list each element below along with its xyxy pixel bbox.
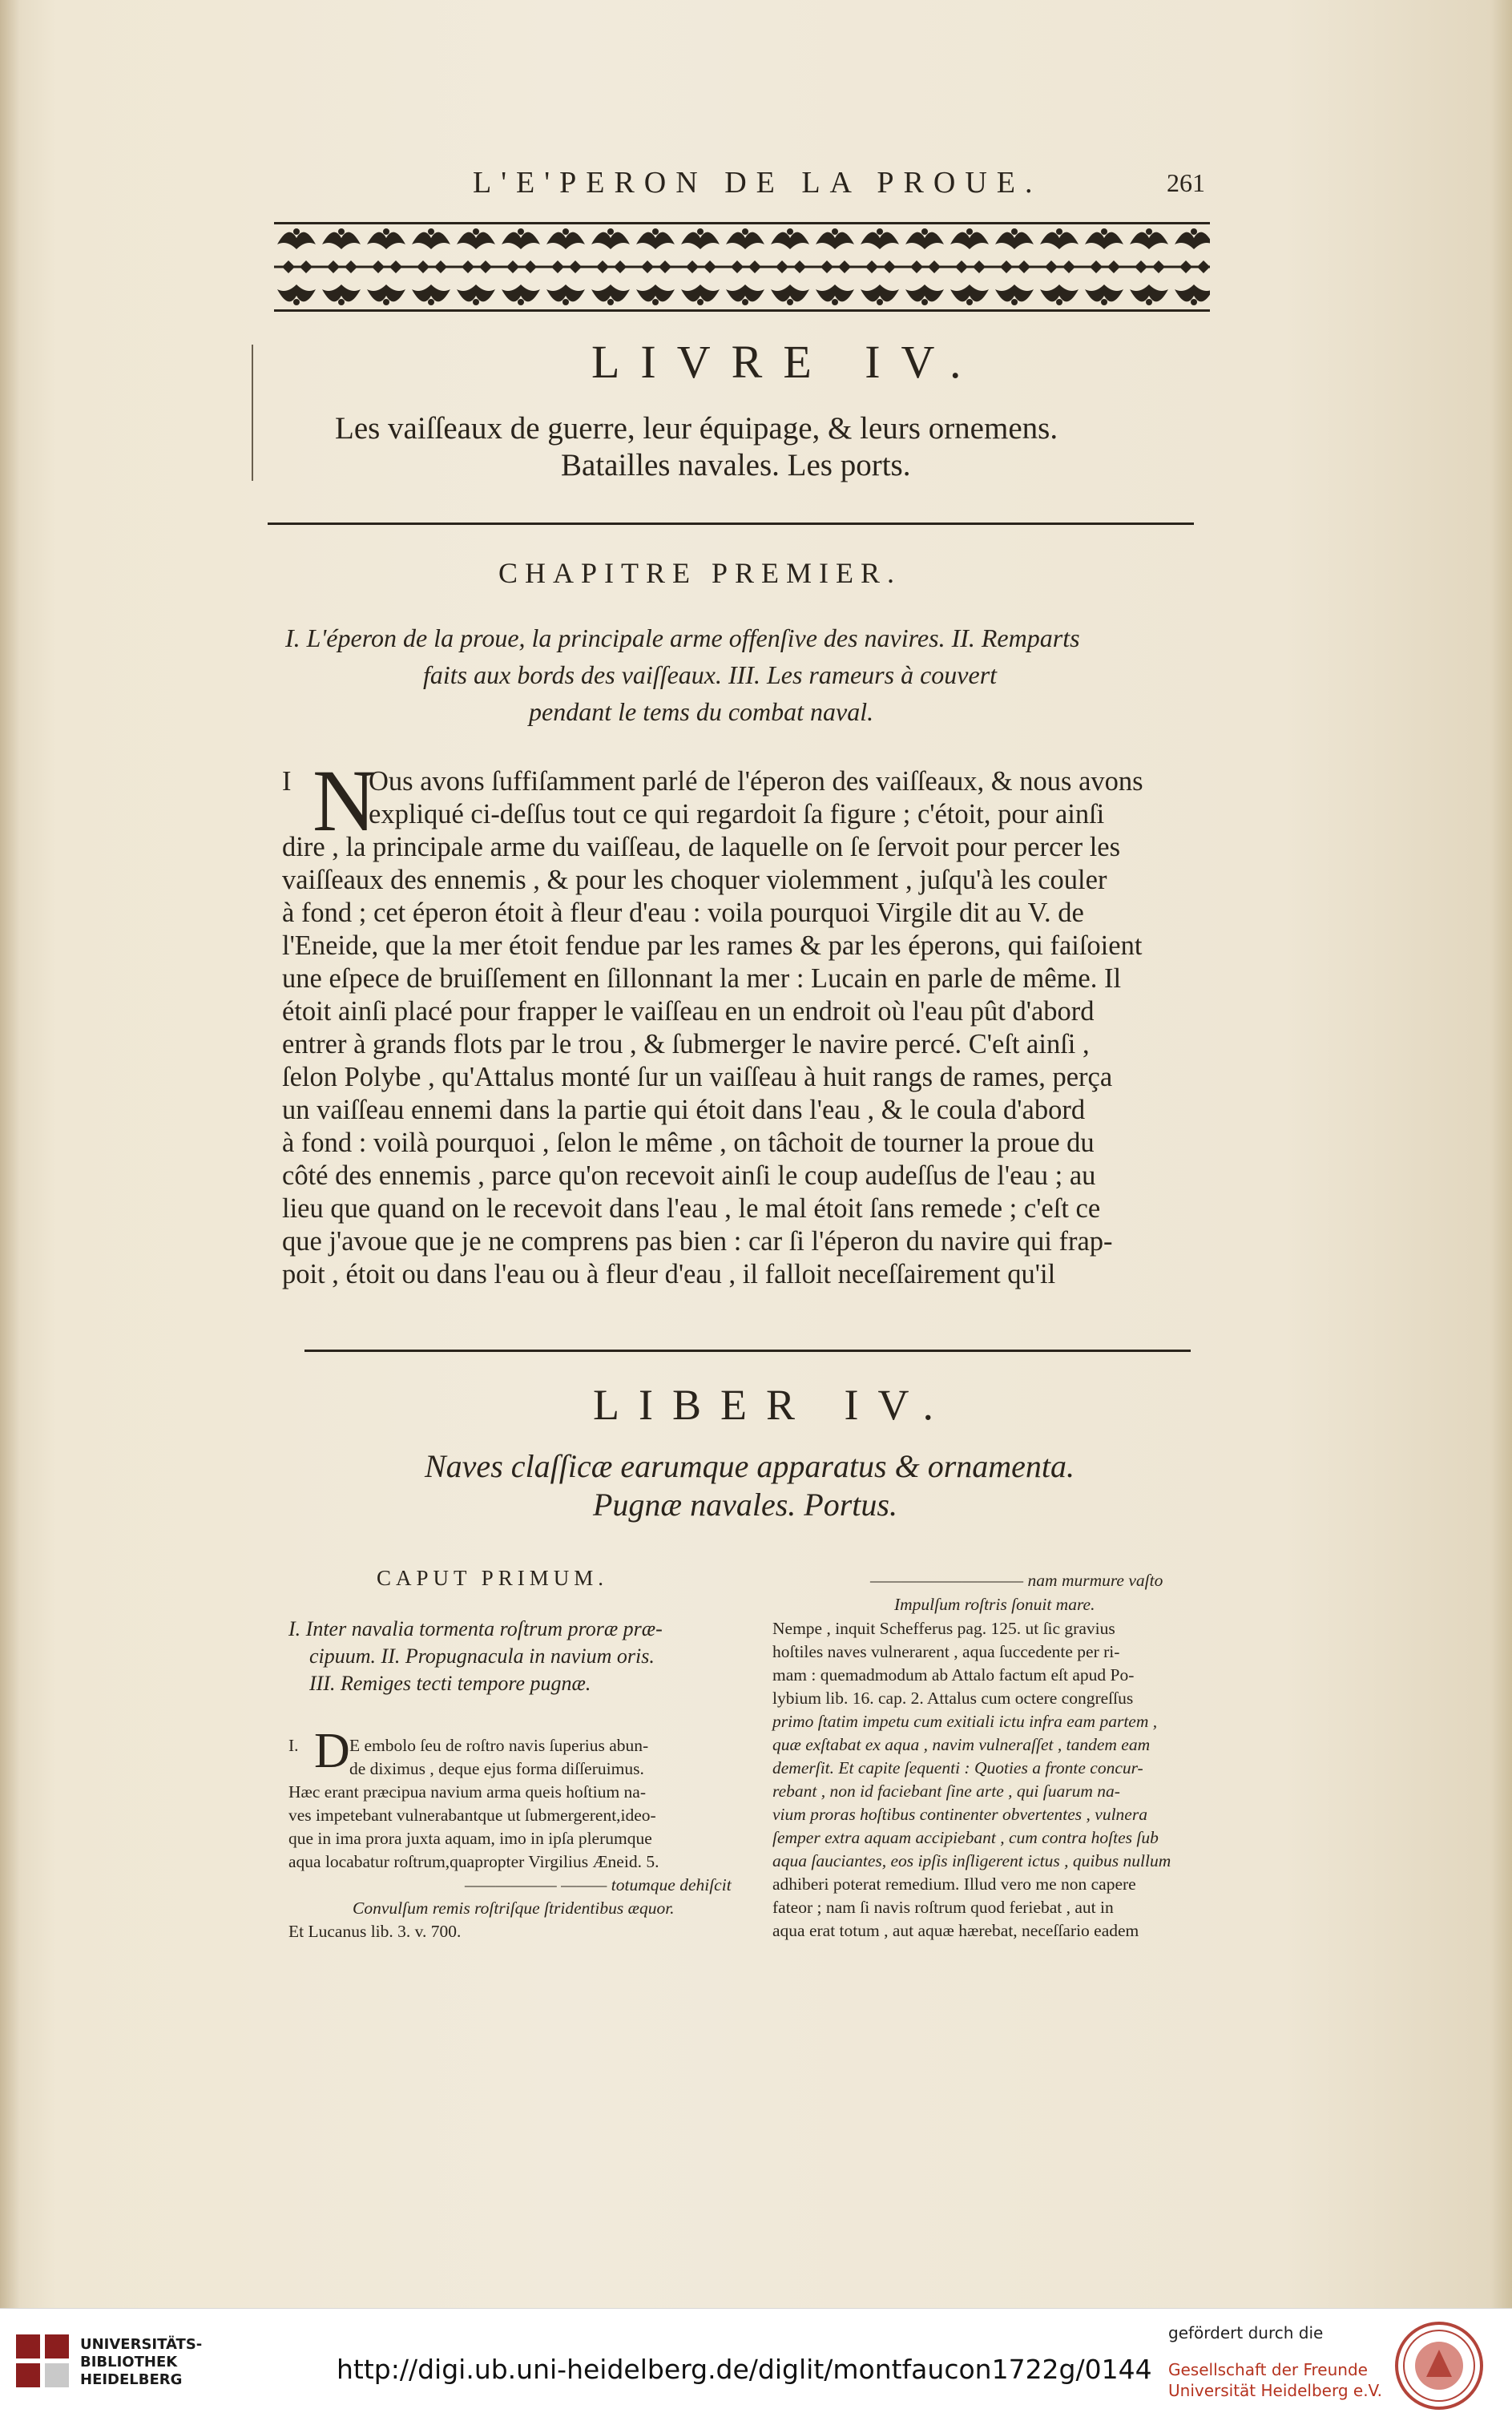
- page-number: 261: [1167, 168, 1205, 197]
- left-column-quote: Convulſum remis roſtriſque ſtridentibus æquor.: [353, 1898, 675, 1918]
- left-column-line: Hæc erant præcipua navium arma queis hoſtium na-: [288, 1782, 646, 1802]
- liber-subtitle-line-2: Pugnæ navales. Portus.: [593, 1487, 897, 1523]
- library-logo-icon: [16, 2334, 72, 2391]
- body-line: à fond : voilà pourquoi , ſelon le même , on tâchoit de tourner la proue du: [282, 1128, 1095, 1158]
- body-line: expliqué ci-deſſus tout ce qui regardoit ſa figure ; c'étoit, pour ainſi: [369, 799, 1105, 829]
- right-column-line: vium proras hoſtibus continenter obvertentes , vulnera: [772, 1805, 1147, 1824]
- right-column-line: aqua ſauciantes, eos ipſis inſligerent ictus , quibus nullum: [772, 1851, 1171, 1870]
- body-line: dire , la principale arme du vaiſſeau, de laquelle on ſe ſervoit pour percer les: [282, 832, 1121, 862]
- right-column-line: quæ exſtabat ex aqua , navim vulneraſſet , tandem eam: [772, 1735, 1151, 1754]
- right-column-line: fateor ; nam ſi navis roſtrum quod feriebat , aut in: [772, 1898, 1114, 1917]
- drop-cap: N: [312, 752, 377, 849]
- right-column-line: lybium lib. 16. cap. 2. Attalus cum octere congreſſus: [772, 1689, 1134, 1708]
- body-line: vaiſſeaux des ennemis , & pour les choquer violemment , juſqu'à les couler: [282, 865, 1107, 895]
- body-line: lieu que quand on le recevoit dans l'eau , le mal étoit ſans remede ; c'eſt ce: [282, 1193, 1101, 1224]
- chapter-summary-line-1: I. L'éperon de la proue, la principale arme offenſive des navires. II. Remparts: [285, 623, 1080, 652]
- right-column-line: primo ſtatim impetu cum exitiali ictu infra eam partem ,: [772, 1712, 1158, 1731]
- left-column-line: de diximus , deque ejus forma diſſeruimus.: [349, 1759, 644, 1778]
- caput-summary-line-3: III. Remiges tecti tempore pugnæ.: [309, 1672, 591, 1695]
- library-name-line-2: BIBLIOTHEK: [80, 2354, 178, 2371]
- chapter-title: CHAPITRE PREMIER.: [498, 557, 902, 589]
- liber-title: LIBER IV.: [593, 1381, 954, 1429]
- right-column-quote: Impulſum roſtris ſonuit mare.: [894, 1595, 1095, 1614]
- chapter-summary-line-3: pendant le tems du combat naval.: [529, 697, 874, 726]
- right-column-line: aqua erat totum , aut aquæ hærebat, neceſſario eadem: [772, 1921, 1139, 1940]
- society-name-line-2: Universität Heidelberg e.V.: [1168, 2381, 1383, 2400]
- caput-summary-line-1: I. Inter navalia tormenta roſtrum proræ præ-: [288, 1617, 663, 1640]
- body-line: côté des ennemis , parce qu'on recevoit ainſi le coup audeſſus de l'eau ; au: [282, 1160, 1096, 1191]
- livre-subtitle-line-1: Les vaiſſeaux de guerre, leur équipage, & leurs ornemens.: [335, 411, 1058, 446]
- body-line: étoit ainſi placé pour frapper le vaiſſeau en un endroit où l'eau pût d'abord: [282, 996, 1095, 1027]
- society-seal-icon: [1394, 2321, 1484, 2411]
- right-column-line: ſemper extra aquam accipiebant , cum contra hoſtes ſub: [772, 1828, 1159, 1847]
- right-column-line: mam : quemadmodum ab Attalo factum eſt apud Po-: [772, 1665, 1135, 1685]
- left-column-line: E embolo ſeu de roſtro navis ſuperius abun-: [349, 1736, 649, 1755]
- left-column-line: aqua locabatur roſtrum,quapropter Virgilius Æneid. 5.: [288, 1852, 659, 1871]
- livre-subtitle-line-2: Batailles navales. Les ports.: [561, 448, 911, 482]
- right-column-line: hoſtiles naves vulnerarent , aqua ſuccedente per ri-: [772, 1642, 1120, 1661]
- left-column-quote: —————— ——— totumque dehiſcit: [465, 1875, 732, 1894]
- ornament-band: [274, 220, 1210, 313]
- right-column-line: Nempe , inquit Schefferus pag. 125. ut ſic gravius: [772, 1619, 1115, 1638]
- library-name-line-3: HEIDELBERG: [80, 2371, 183, 2388]
- right-column-quote: —————————— nam murmure vaſto: [870, 1571, 1163, 1590]
- body-line: un vaiſſeau ennemi dans la partie qui étoit dans l'eau , & le coula d'abord: [282, 1095, 1086, 1125]
- body-line: Ous avons ſuffiſamment parlé de l'éperon des vaiſſeaux, & nous avons: [369, 766, 1143, 797]
- left-column-line: que in ima prora juxta aquam, imo in ipſa plerumque: [288, 1829, 652, 1848]
- right-column-line: demerſit. Et capite ſequenti : Quoties a fronte concur-: [772, 1758, 1143, 1777]
- footer-bar: [0, 2308, 1512, 2421]
- ornament-graphic: [274, 220, 1210, 313]
- right-column-line: rebant , non id faciebant ſine arte , qui ſuarum na-: [772, 1781, 1120, 1801]
- body-line: poit , étoit ou dans l'eau ou à fleur d'eau , il falloit neceſſairement qu'il: [282, 1259, 1056, 1289]
- caput-section-number: I.: [288, 1736, 299, 1755]
- chapter-summary-line-2: faits aux bords des vaiſſeaux. III. Les rameurs à couvert: [423, 660, 998, 689]
- body-line: entrer à grands flots par le trou , & ſubmerger le navire percé. C'eſt ainſi ,: [282, 1029, 1090, 1059]
- body-line: une eſpece de bruiſſement en ſillonnant la mer : Lucain en parle de même. Il: [282, 963, 1122, 994]
- left-column-line: ves impetebant vulnerabantque ut ſubmergerent,ideo-: [288, 1806, 656, 1825]
- caput-title: CAPUT PRIMUM.: [377, 1566, 609, 1590]
- permalink-url[interactable]: http://digi.ub.uni-heidelberg.de/diglit/montfaucon1722g/0144: [337, 2354, 1152, 2385]
- library-name-line-1: UNIVERSITÄTS-: [80, 2336, 203, 2353]
- supported-by-label: gefördert durch die: [1168, 2323, 1324, 2342]
- left-column-line: Et Lucanus lib. 3. v. 700.: [288, 1922, 462, 1941]
- body-line: l'Eneide, que la mer étoit fendue par les rames & par les éperons, qui faiſoient: [282, 930, 1143, 961]
- right-column-line: adhiberi poterat remedium. Illud vero me non capere: [772, 1874, 1136, 1894]
- livre-title: LIVRE IV.: [591, 336, 982, 388]
- body-line: ſelon Polybe , qu'Attalus monté ſur un vaiſſeau à huit rangs de rames, perça: [282, 1062, 1113, 1092]
- running-title: L'E'PERON DE LA PROUE.: [473, 166, 1042, 200]
- section-rule: [268, 523, 1194, 525]
- liber-subtitle-line-1: Naves claſſicæ earumque apparatus & ornamenta.: [425, 1448, 1075, 1484]
- caput-summary-line-2: cipuum. II. Propugnacula in navium oris.: [309, 1644, 655, 1668]
- section-rule: [304, 1350, 1191, 1352]
- section-number: I: [282, 766, 292, 797]
- margin-bracket: [252, 345, 253, 481]
- society-name-line-1: Gesellschaft der Freunde: [1168, 2360, 1368, 2379]
- body-line: que j'avoue que je ne comprens pas bien : car ſi l'éperon du navire qui frap-: [282, 1226, 1113, 1257]
- body-line: à fond ; cet éperon étoit à fleur d'eau : voila pourquoi Virgile dit au V. de: [282, 898, 1084, 928]
- caput-drop-cap: D: [314, 1724, 350, 1778]
